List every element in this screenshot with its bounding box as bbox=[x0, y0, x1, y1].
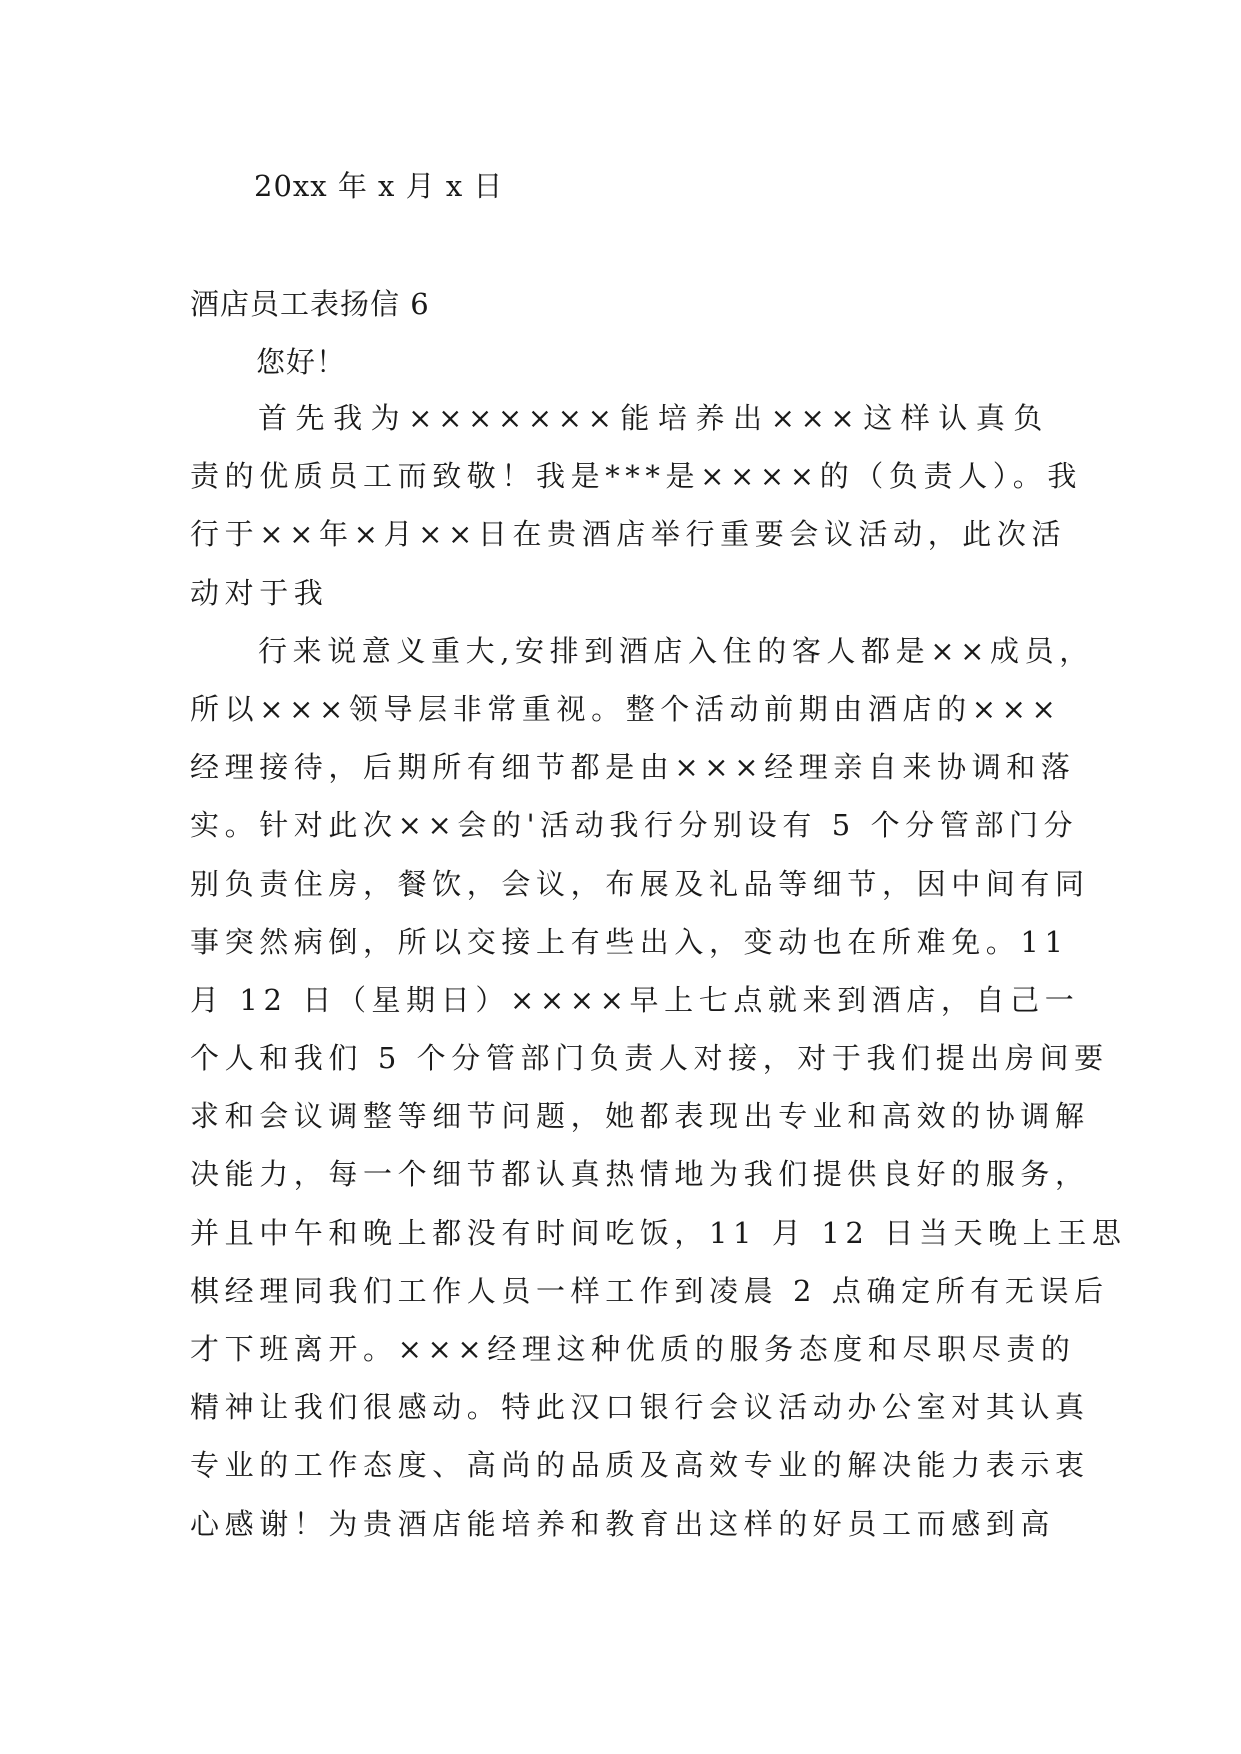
body-line: 专业的工作态度、高尚的品质及高效专业的解决能力表示衷 bbox=[190, 1448, 1090, 1483]
body-line: 事突然病倒，所以交接上有些出入，变动也在所难免。11 bbox=[190, 924, 1069, 959]
body-line: 个人和我们 5 个分管部门负责人对接，对于我们提出房间要 bbox=[190, 1041, 1109, 1076]
body-line: 动对于我 bbox=[190, 575, 329, 610]
body-line: 心感谢！为贵酒店能培养和教育出这样的好员工而感到高 bbox=[190, 1506, 1056, 1541]
date-line: 20xx 年 x 月 x 日 bbox=[254, 169, 504, 203]
body-line: 精神让我们很感动。特此汉口银行会议活动办公室对其认真 bbox=[190, 1390, 1090, 1425]
body-line: 首先我为×××××××能培养出×××这样认真负 bbox=[258, 401, 1048, 435]
body-line: 并且中午和晚上都没有时间吃饭，11 月 12 日当天晚上王思 bbox=[190, 1215, 1127, 1250]
body-line: 才下班离开。×××经理这种优质的服务态度和尽职尽责的 bbox=[190, 1332, 1076, 1366]
body-line: 求和会议调整等细节问题，她都表现出专业和高效的协调解 bbox=[190, 1099, 1090, 1134]
body-line: 月 12 日（星期日）××××早上七点就来到酒店，自己一 bbox=[190, 982, 1080, 1017]
document-title: 酒店员工表扬信 6 bbox=[190, 287, 430, 321]
greeting: 您好！ bbox=[256, 345, 347, 379]
body-line: 行来说意义重大,安排到酒店入住的客人都是××成员， bbox=[258, 633, 1094, 668]
body-line: 责的优质员工而致敬！我是***是××××的（负责人）。我 bbox=[190, 459, 1082, 494]
body-line: 所以×××领导层非常重视。整个活动前期由酒店的××× bbox=[190, 691, 1062, 726]
body-line: 别负责住房，餐饮，会议，布展及礼品等细节，因中间有同 bbox=[190, 866, 1090, 901]
body-line: 棋经理同我们工作人员一样工作到凌晨 2 点确定所有无误后 bbox=[190, 1273, 1109, 1308]
body-line: 经理接待，后期所有细节都是由×××经理亲自来协调和落 bbox=[190, 750, 1076, 785]
body-line: 行于××年×月××日在贵酒店举行重要会议活动，此次活 bbox=[190, 517, 1067, 552]
letter-body bbox=[190, 398, 1127, 1562]
body-line: 决能力，每一个细节都认真热情地为我们提供良好的服务， bbox=[190, 1157, 1090, 1192]
body-line: 实。针对此次××会的'活动我行分别设有 5 个分管部门分 bbox=[190, 808, 1079, 843]
